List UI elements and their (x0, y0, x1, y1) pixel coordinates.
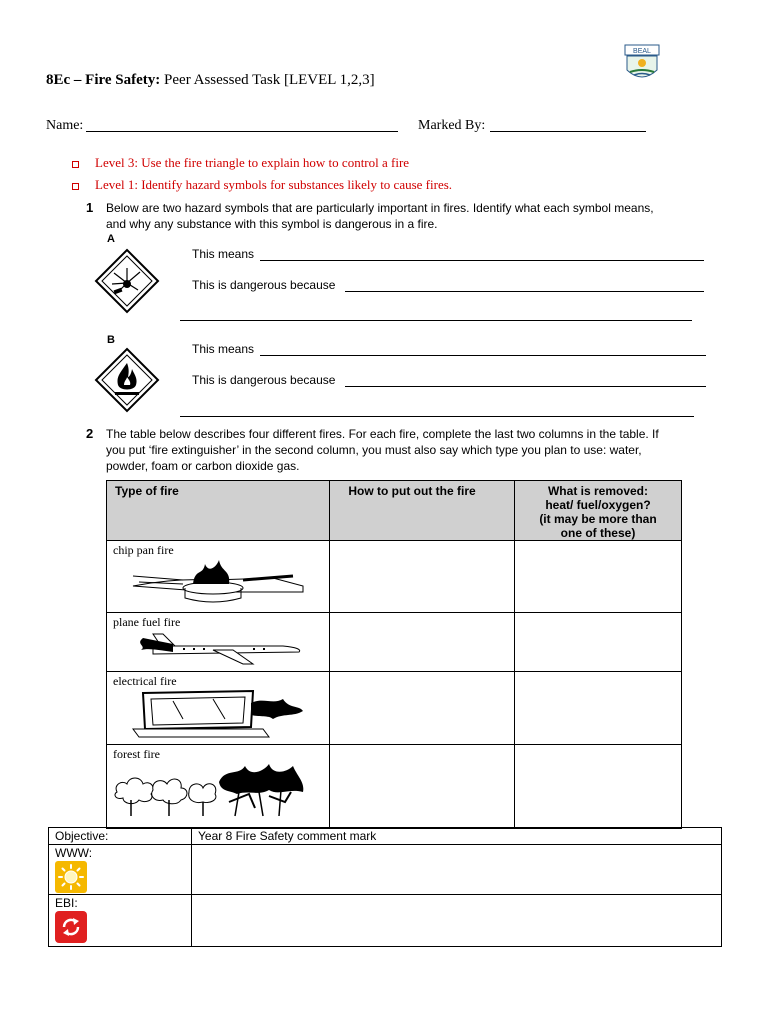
explosive-hazard-icon (94, 248, 160, 314)
fire-name: chip pan fire (113, 543, 174, 557)
table-header-row (107, 481, 682, 541)
objective-text: Level 1: Identify hazard symbols for substances likely to cause fires. (95, 177, 453, 192)
plane-fire-icon (113, 630, 309, 666)
checkbox-icon[interactable] (72, 161, 79, 168)
objective-value: Year 8 Fire Safety comment mark (192, 828, 722, 845)
what-is-removed-cell[interactable] (515, 672, 682, 745)
checkbox-icon[interactable] (72, 183, 79, 190)
symbol-a-letter: A (107, 233, 115, 245)
how-to-put-out-cell[interactable] (330, 745, 515, 829)
symbol-b-danger-label: This is dangerous because (192, 373, 336, 387)
header-what-is-removed: What is removed: heat/ fuel/oxygen? (it may be more than one of these) (515, 481, 682, 541)
how-to-put-out-cell[interactable] (330, 541, 515, 613)
fire-type-cell (107, 745, 330, 829)
forest-fire-icon (109, 762, 309, 818)
table-row (107, 613, 682, 672)
symbol-b-extra-line[interactable] (180, 416, 694, 417)
symbol-b-danger-line[interactable] (345, 386, 706, 387)
objectives-list (72, 152, 452, 196)
school-logo (624, 44, 660, 84)
name-label: Name: (46, 118, 84, 133)
header-type-of-fire: Type of fire (107, 481, 330, 541)
fire-type-cell (107, 541, 330, 613)
what-is-removed-cell[interactable] (515, 613, 682, 672)
name-field (46, 118, 83, 134)
title-bold: 8Ec – Fire Safety: (46, 72, 161, 88)
table-row (107, 672, 682, 745)
symbol-a-danger-label: This is dangerous because (192, 278, 336, 292)
marked-by-label: Marked By: (418, 118, 486, 133)
table-row (107, 541, 682, 613)
objective-label: Objective: (49, 828, 192, 845)
symbol-a-danger-line[interactable] (345, 291, 704, 292)
symbol-a-means-line[interactable] (260, 260, 704, 261)
objective-text: Level 3: Use the fire triangle to explain how to control a fire (95, 155, 410, 170)
sun-icon (55, 861, 87, 893)
comment-table (48, 827, 722, 947)
question-1-text: Below are two hazard symbols that are particularly important in fires. Identify what each symbol means, and why any substance with this symbol is dangerous in a fire. (106, 201, 654, 231)
what-is-removed-cell[interactable] (515, 745, 682, 829)
header-how-to-put-out: How to put out the fire (330, 481, 515, 541)
objective-item (72, 152, 452, 174)
www-comment-cell[interactable] (192, 845, 722, 895)
ebi-comment-cell[interactable] (192, 895, 722, 947)
objective-item (72, 174, 452, 196)
marked-by-field (418, 118, 485, 134)
symbol-a-extra-line[interactable] (180, 320, 692, 321)
www-row (49, 845, 722, 895)
symbol-b-means-line[interactable] (260, 355, 706, 356)
symbol-a-means-label: This means (192, 247, 255, 261)
how-to-put-out-cell[interactable] (330, 672, 515, 745)
question-2-number: 2 (86, 426, 94, 441)
objective-row (49, 828, 722, 845)
chip-pan-fire-icon (113, 558, 309, 606)
ebi-cell (49, 895, 192, 947)
www-label: WWW: (55, 846, 93, 860)
table-row (107, 745, 682, 829)
fire-name: forest fire (113, 747, 160, 761)
ebi-label: EBI: (55, 896, 78, 910)
svg-text:BEAL: BEAL (633, 48, 651, 55)
symbol-b-letter: B (107, 334, 115, 346)
title-rest: Peer Assessed Task [LEVEL 1,2,3] (160, 72, 375, 88)
flammable-hazard-icon (94, 347, 160, 413)
marked-by-line[interactable] (490, 131, 646, 132)
what-is-removed-cell[interactable] (515, 541, 682, 613)
ebi-row (49, 895, 722, 947)
www-cell (49, 845, 192, 895)
electrical-fire-icon (113, 689, 309, 739)
name-line[interactable] (86, 131, 398, 132)
fire-name: plane fuel fire (113, 615, 181, 629)
fire-name: electrical fire (113, 674, 177, 688)
fire-type-cell (107, 613, 330, 672)
symbol-b-means-label: This means (192, 342, 255, 356)
how-to-put-out-cell[interactable] (330, 613, 515, 672)
page-title (46, 72, 375, 89)
question-1-number: 1 (86, 200, 94, 215)
refresh-icon (55, 911, 87, 943)
question-2-text: The table below describes four different fires. For each fire, complete the last two columns in the table. If you put ‘fire extinguisher’ in the second column, you must also say which type you plan to use: water, powder, foam or carbon dioxide gas. (106, 427, 659, 473)
fire-type-cell (107, 672, 330, 745)
fires-table (106, 480, 682, 829)
